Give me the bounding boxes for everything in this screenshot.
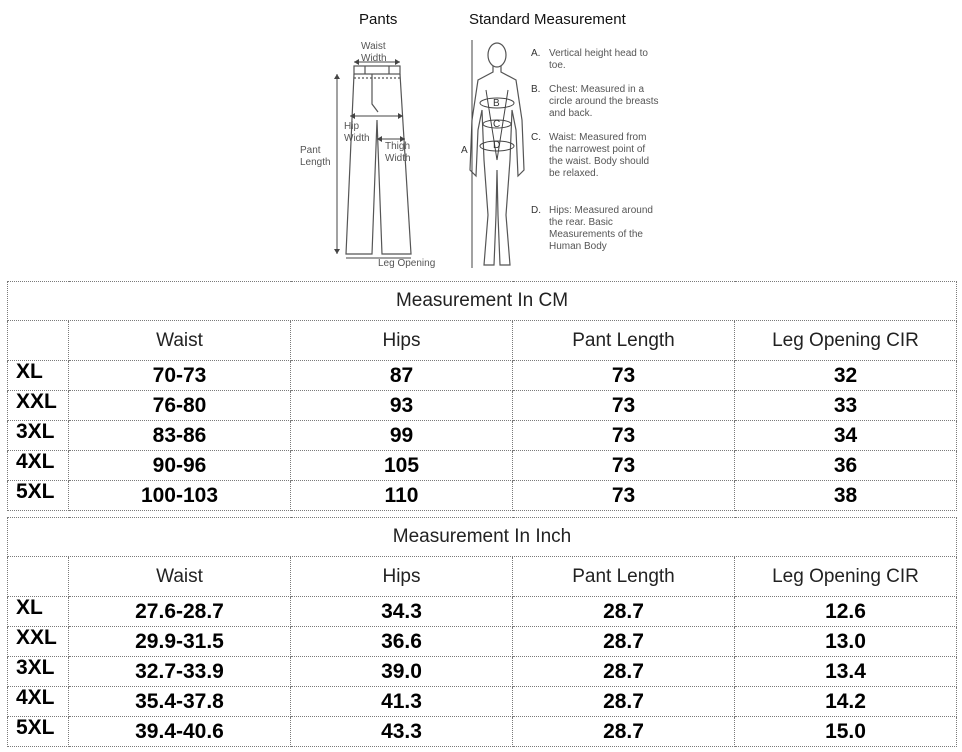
hips-cell: 36.6 bbox=[291, 627, 513, 657]
note-letter-b: B. bbox=[531, 84, 541, 95]
note-c: Waist: Measured from the narrowest point of the waist. Body should be relaxed. bbox=[549, 132, 650, 179]
size-cell bbox=[8, 451, 69, 481]
table-row bbox=[8, 687, 957, 717]
hips-cell: 43.3 bbox=[291, 717, 513, 747]
header-leg-opening: Leg Opening CIR bbox=[735, 321, 957, 361]
pants-title: Pants bbox=[359, 11, 398, 28]
leg-opening-cell: 14.2 bbox=[735, 687, 957, 717]
figure-letter-b: B bbox=[493, 98, 500, 109]
table-row bbox=[8, 421, 957, 451]
table-row bbox=[8, 391, 957, 421]
size-label: 5XL bbox=[16, 715, 55, 739]
pant-length-cell: 28.7 bbox=[513, 657, 735, 687]
hips-cell: 110 bbox=[291, 481, 513, 511]
waist-cell: 32.7-33.9 bbox=[69, 657, 291, 687]
header-pant-length: Pant Length bbox=[513, 557, 735, 597]
hips-cell: 41.3 bbox=[291, 687, 513, 717]
leg-opening-cell: 15.0 bbox=[735, 717, 957, 747]
waist-cell: 90-96 bbox=[69, 451, 291, 481]
size-label: 5XL bbox=[16, 479, 55, 503]
waist-cell: 35.4-37.8 bbox=[69, 687, 291, 717]
table-title: Measurement In Inch bbox=[8, 518, 957, 557]
pant-length-cell: 73 bbox=[513, 451, 735, 481]
note-letter-d: D. bbox=[531, 205, 541, 216]
size-label: XXL bbox=[16, 625, 57, 649]
figure-letter-a: A bbox=[461, 145, 468, 156]
pant-length-cell: 73 bbox=[513, 391, 735, 421]
pant-length-cell: 73 bbox=[513, 421, 735, 451]
note-letter-a: A. bbox=[531, 48, 541, 59]
waist-cell: 76-80 bbox=[69, 391, 291, 421]
pant-length-cell: 28.7 bbox=[513, 687, 735, 717]
waist-width-label: Waist Width bbox=[361, 41, 387, 64]
leg-opening-cell: 36 bbox=[735, 451, 957, 481]
leg-opening-cell: 13.0 bbox=[735, 627, 957, 657]
size-cell bbox=[8, 481, 69, 511]
waist-cell: 29.9-31.5 bbox=[69, 627, 291, 657]
illustration-drawing bbox=[0, 0, 962, 280]
table-row bbox=[8, 717, 957, 747]
size-label: XL bbox=[16, 595, 43, 619]
hips-cell: 34.3 bbox=[291, 597, 513, 627]
table-row bbox=[8, 657, 957, 687]
note-a: Vertical height head to toe. bbox=[549, 48, 648, 71]
table-row bbox=[8, 361, 957, 391]
header-hips: Hips bbox=[291, 557, 513, 597]
leg-opening-cell: 32 bbox=[735, 361, 957, 391]
hips-cell: 39.0 bbox=[291, 657, 513, 687]
table-row bbox=[8, 481, 957, 511]
header-waist: Waist bbox=[69, 557, 291, 597]
table-row bbox=[8, 597, 957, 627]
header-empty-cell bbox=[8, 321, 69, 361]
hips-cell: 99 bbox=[291, 421, 513, 451]
leg-opening-cell: 34 bbox=[735, 421, 957, 451]
pant-length-cell: 28.7 bbox=[513, 627, 735, 657]
size-cell bbox=[8, 597, 69, 627]
pant-length-cell: 73 bbox=[513, 481, 735, 511]
size-label: 4XL bbox=[16, 685, 55, 709]
body-figure-icon bbox=[470, 43, 524, 265]
header-pant-length: Pant Length bbox=[513, 321, 735, 361]
thigh-width-label: Thigh Width bbox=[385, 141, 411, 164]
header-hips: Hips bbox=[291, 321, 513, 361]
header-empty-cell bbox=[8, 557, 69, 597]
size-table-cm bbox=[7, 281, 957, 511]
size-cell bbox=[8, 627, 69, 657]
waist-cell: 100-103 bbox=[69, 481, 291, 511]
note-letter-c: C. bbox=[531, 132, 541, 143]
size-label: 3XL bbox=[16, 655, 55, 679]
waist-cell: 27.6-28.7 bbox=[69, 597, 291, 627]
table-row bbox=[8, 451, 957, 481]
waist-cell: 39.4-40.6 bbox=[69, 717, 291, 747]
table-header-row bbox=[8, 557, 957, 597]
size-table-inch bbox=[7, 517, 957, 747]
figure-letter-d: D bbox=[493, 140, 501, 151]
size-label: XL bbox=[16, 359, 43, 383]
waist-cell: 70-73 bbox=[69, 361, 291, 391]
table-header-row bbox=[8, 321, 957, 361]
hips-cell: 93 bbox=[291, 391, 513, 421]
size-cell bbox=[8, 391, 69, 421]
size-cell bbox=[8, 421, 69, 451]
note-b: Chest: Measured in a circle around the breasts and back. bbox=[549, 84, 659, 119]
leg-opening-cell: 12.6 bbox=[735, 597, 957, 627]
size-label: 3XL bbox=[16, 419, 55, 443]
size-label: XXL bbox=[16, 389, 57, 413]
size-illustration bbox=[0, 0, 962, 280]
pant-length-label: Pant Length bbox=[300, 145, 331, 168]
size-label: 4XL bbox=[16, 449, 55, 473]
leg-opening-cell: 38 bbox=[735, 481, 957, 511]
standard-measurement-title: Standard Measurement bbox=[469, 11, 626, 28]
table-row bbox=[8, 627, 957, 657]
size-cell bbox=[8, 687, 69, 717]
size-cell bbox=[8, 717, 69, 747]
hips-cell: 105 bbox=[291, 451, 513, 481]
figure-letter-c: C bbox=[493, 119, 501, 130]
waist-cell: 83-86 bbox=[69, 421, 291, 451]
pant-length-cell: 28.7 bbox=[513, 597, 735, 627]
hips-cell: 87 bbox=[291, 361, 513, 391]
leg-opening-cell: 33 bbox=[735, 391, 957, 421]
table-title: Measurement In CM bbox=[8, 282, 957, 321]
note-d: Hips: Measured around the rear. Basic Measurements of the Human Body bbox=[549, 205, 653, 252]
size-cell bbox=[8, 361, 69, 391]
leg-opening-cell: 13.4 bbox=[735, 657, 957, 687]
pant-length-cell: 73 bbox=[513, 361, 735, 391]
header-waist: Waist bbox=[69, 321, 291, 361]
size-cell bbox=[8, 657, 69, 687]
pant-length-cell: 28.7 bbox=[513, 717, 735, 747]
hip-width-label: Hip Width bbox=[344, 121, 370, 144]
header-leg-opening: Leg Opening CIR bbox=[735, 557, 957, 597]
leg-opening-label: Leg Opening bbox=[378, 258, 436, 269]
